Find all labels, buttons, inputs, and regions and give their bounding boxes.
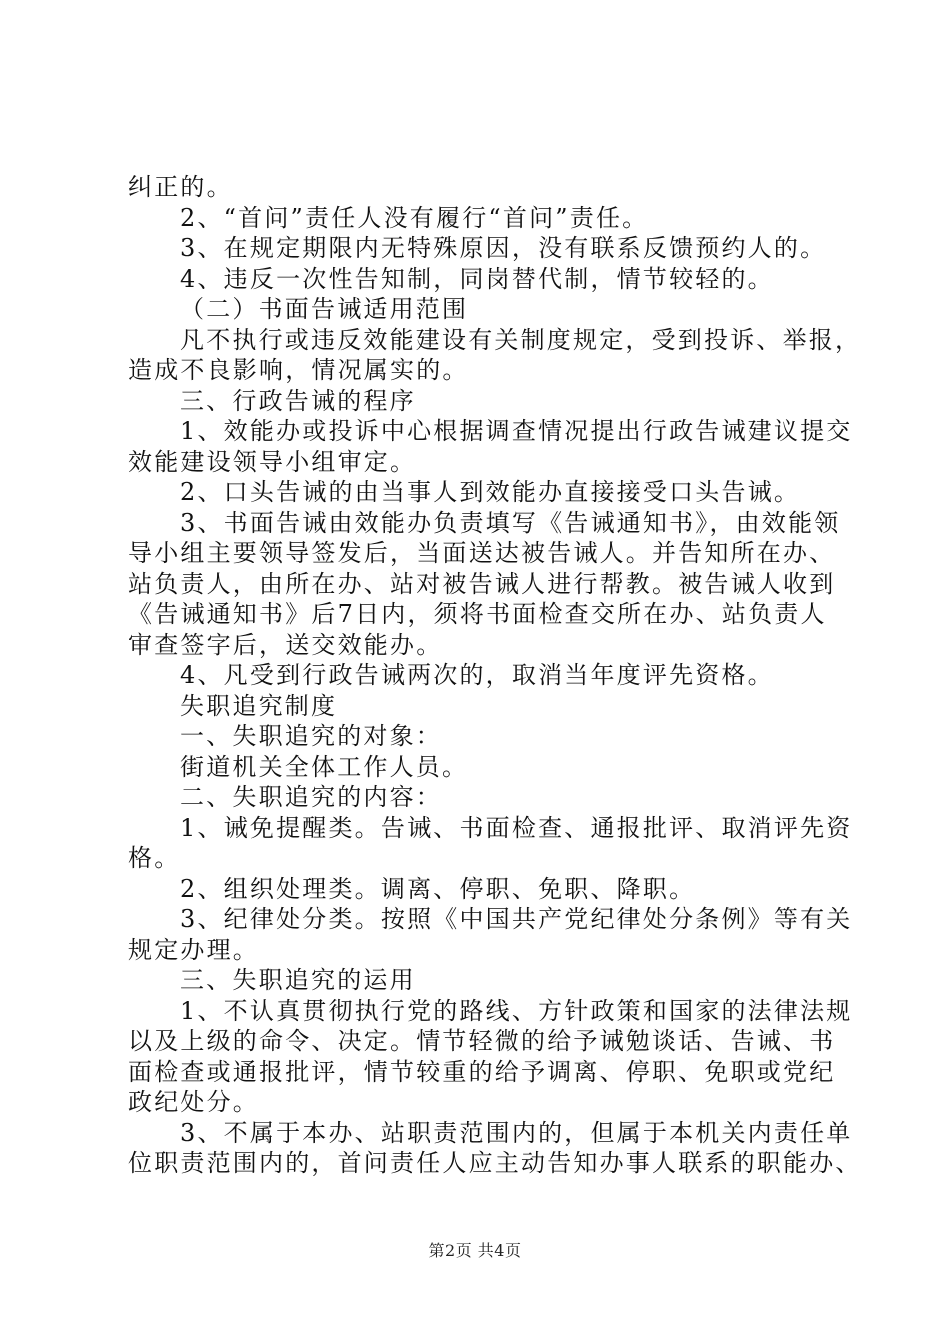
text-line: 1、效能办或投诉中心根据调查情况提出行政告诫建议提交 xyxy=(180,417,853,445)
text-line: 站负责人，由所在办、站对被告诫人进行帮教。被告诫人收到 xyxy=(128,569,836,598)
text-line: 二、失职追究的内容： xyxy=(180,783,442,811)
document-body xyxy=(128,172,862,1179)
text-line: 失职追究制度 xyxy=(180,691,338,720)
text-line: 以及上级的命令、决定。情节轻微的给予诫勉谈话、告诫、书 xyxy=(128,1027,836,1055)
text-line: 位职责范围内的，首问责任人应主动告知办事人联系的职能办、 xyxy=(128,1149,862,1177)
text-line: 1、不认真贯彻执行党的路线、方针政策和国家的法律法规 xyxy=(180,996,853,1025)
text-line: 格。 xyxy=(128,844,181,872)
text-line: 街道机关全体工作人员。 xyxy=(180,752,469,781)
text-line: 2、组织处理类。调离、停职、免职、降职。 xyxy=(180,874,696,903)
text-line: 3、纪律处分类。按照《中国共产党纪律处分条例》等有关 xyxy=(180,905,853,933)
text-line: 2、口头告诫的由当事人到效能办直接接受口头告诫。 xyxy=(180,478,801,506)
text-line: 《告诫通知书》后7日内，须将书面检查交所在办、站负责人 xyxy=(128,600,827,628)
text-line: 3、在规定期限内无特殊原因，没有联系反馈预约人的。 xyxy=(180,234,827,262)
text-line: （二）书面告诫适用范围 xyxy=(180,295,469,323)
text-line: 纠正的。 xyxy=(128,173,233,201)
text-line: 造成不良影响，情况属实的。 xyxy=(128,356,469,384)
text-line: 一、失职追究的对象： xyxy=(180,722,442,750)
text-line: 效能建设领导小组审定。 xyxy=(128,447,417,476)
text-line: 三、失职追究的运用 xyxy=(180,966,416,994)
text-line: 3、书面告诫由效能办负责填写《告诫通知书》，由效能领 xyxy=(180,508,841,537)
text-line: 面检查或通报批评，情节较重的给予调离、停职、免职或党纪 xyxy=(128,1057,836,1086)
text-line: 规定办理。 xyxy=(128,935,259,964)
text-line: 4、凡受到行政告诫两次的，取消当年度评先资格。 xyxy=(180,661,774,689)
text-line: 政纪处分。 xyxy=(128,1088,259,1116)
text-line: 3、不属于本办、站职责范围内的，但属于本机关内责任单 xyxy=(180,1118,853,1147)
text-line: 凡不执行或违反效能建设有关制度规定，受到投诉、举报， xyxy=(180,325,862,354)
text-line: 审查签字后，送交效能办。 xyxy=(128,630,443,659)
text-line: 导小组主要领导签发后，当面送达被告诫人。并告知所在办、 xyxy=(128,539,836,567)
text-line: 1、诫免提醒类。告诫、书面检查、通报批评、取消评先资 xyxy=(180,813,853,842)
text-line: 4、违反一次性告知制，同岗替代制，情节较轻的。 xyxy=(180,264,774,293)
page-footer: 第2页 共4页 xyxy=(428,1241,522,1260)
text-line: 三、行政告诫的程序 xyxy=(180,386,416,415)
text-line: 2、“首问”责任人没有履行“首问”责任。 xyxy=(180,203,649,232)
